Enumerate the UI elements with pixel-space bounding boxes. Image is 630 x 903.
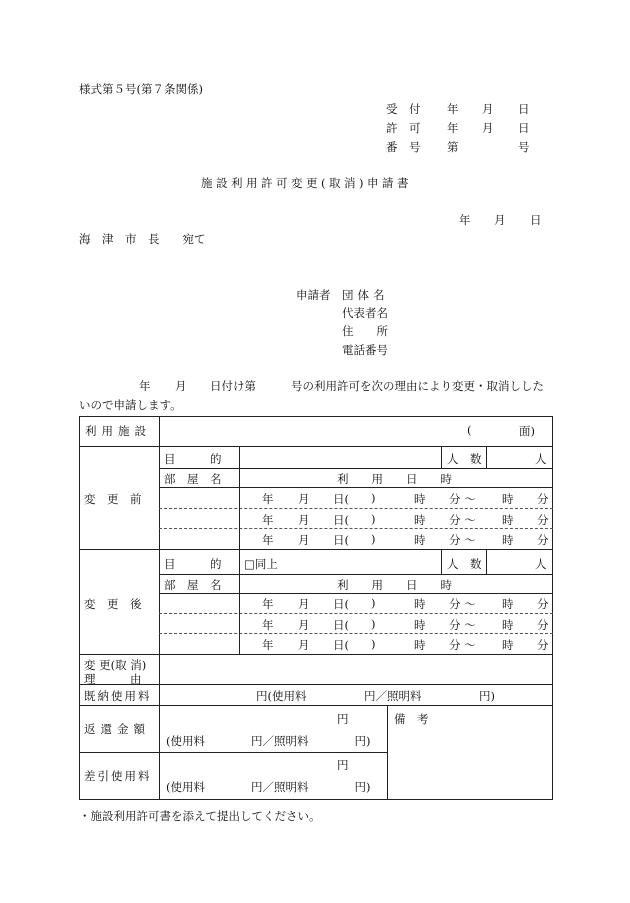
date-year: 年 xyxy=(459,213,471,227)
applicant-phone: 電話番号 xyxy=(342,343,388,357)
footnote: ・施設利用許可書を添えて提出してください。 xyxy=(79,809,321,823)
receipt-year: 年 xyxy=(447,102,459,116)
before-label: 変 更 前 xyxy=(84,492,142,506)
deduct-yen: 円 xyxy=(337,758,349,772)
refund-detail: (使用料 円／照明料 円) xyxy=(166,734,371,748)
reason-label-2: 理 由 xyxy=(84,672,142,686)
addressee: 海 津 市 長 宛て xyxy=(79,232,206,246)
body-month: 月 xyxy=(175,379,187,393)
body-rest: 号の利用許可を次の理由により変更・取消しした xyxy=(291,379,544,393)
permit-label: 許 可 xyxy=(386,121,421,135)
before-room-label: 部 屋 名 xyxy=(164,472,222,486)
applicant-address: 住 所 xyxy=(342,324,388,338)
same-as-above-checkbox[interactable]: □同上 xyxy=(244,557,278,571)
refund-label: 返還金額 xyxy=(84,722,150,736)
receipt-month: 月 xyxy=(482,102,494,116)
deduct-label: 差引使用料 xyxy=(84,769,152,783)
after-people-label: 人 数 xyxy=(447,557,482,571)
applicant-org: 団体名 xyxy=(342,288,389,302)
before-people-unit: 人 xyxy=(535,452,547,466)
before-people-label: 人 数 xyxy=(447,452,482,466)
number-suffix: 号 xyxy=(518,140,530,154)
permit-month: 月 xyxy=(482,121,494,135)
receipt-day: 日 xyxy=(518,102,530,116)
permit-year: 年 xyxy=(447,121,459,135)
before-purpose-label: 目 的 xyxy=(164,452,222,466)
number-prefix: 第 xyxy=(447,140,459,154)
body-day: 日付け第 xyxy=(210,379,256,393)
after-label: 変 更 後 xyxy=(84,597,142,611)
facility-unit: 面) xyxy=(519,424,535,438)
body-line2: いので申請します。 xyxy=(79,398,182,412)
reason-label-1: 変 更(取 消) xyxy=(84,658,147,672)
receipt-label: 受 付 xyxy=(386,102,421,116)
remarks-label: 備 考 xyxy=(394,712,429,726)
refund-yen: 円 xyxy=(337,712,349,726)
after-people-unit: 人 xyxy=(535,557,547,571)
after-purpose-label: 目 的 xyxy=(164,557,222,571)
after-datetime-label: 利 用 日 時 xyxy=(337,578,452,592)
date-day: 日 xyxy=(530,213,542,227)
facility-paren: ( xyxy=(467,423,472,437)
applicant-label: 申請者 xyxy=(296,288,331,302)
paid-label: 既納使用料 xyxy=(84,689,152,703)
number-label: 番 号 xyxy=(386,140,421,154)
deduct-detail: (使用料 円／照明料 円) xyxy=(166,780,371,794)
paid-text: 円(使用料 円／照明料 円) xyxy=(256,689,495,703)
after-room-label: 部 屋 名 xyxy=(164,578,222,592)
facility-label: 利用施設 xyxy=(85,424,151,438)
body-year: 年 xyxy=(139,379,151,393)
permit-day: 日 xyxy=(518,121,530,135)
before-datetime-label: 利 用 日 時 xyxy=(337,472,452,486)
page-title: 施設利用許可変更(取消)申請書 xyxy=(201,176,412,190)
form-number: 様式第５号(第７条関係) xyxy=(79,82,203,96)
applicant-rep: 代表者名 xyxy=(342,306,388,320)
date-month: 月 xyxy=(494,213,506,227)
